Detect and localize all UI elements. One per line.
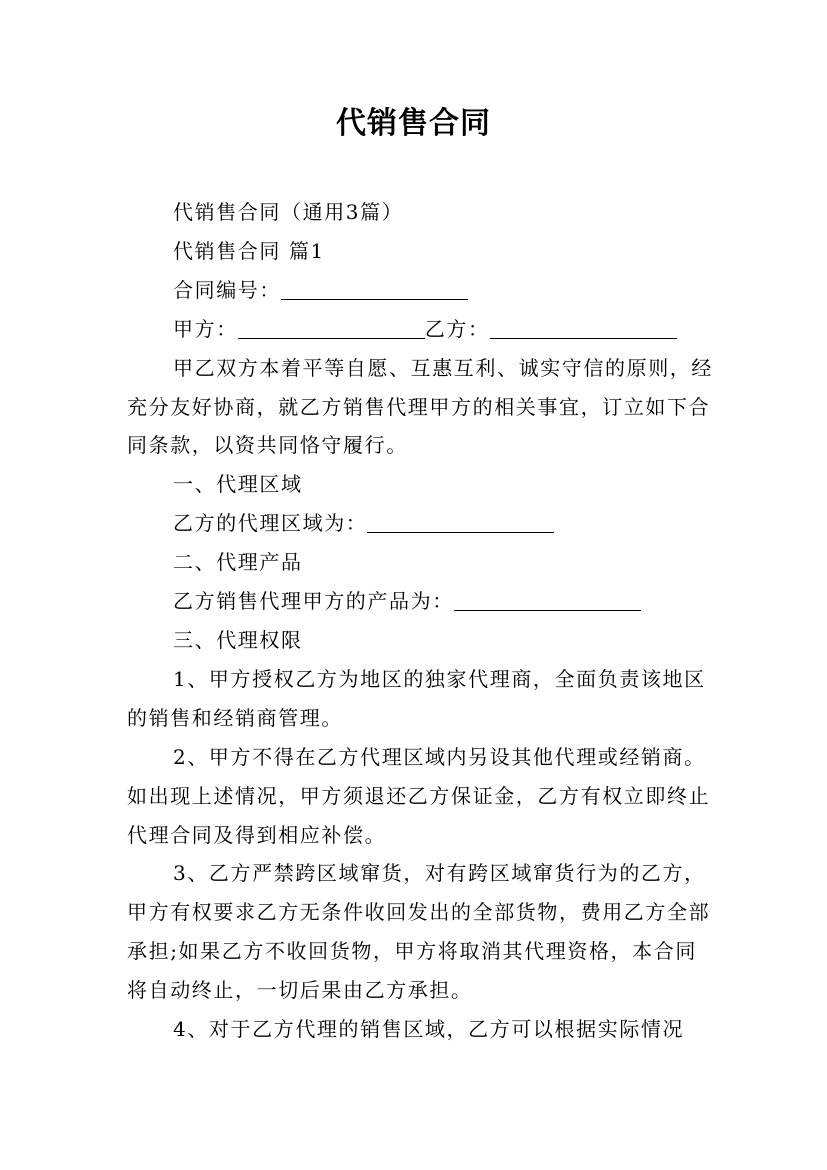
- region-line: [127, 504, 717, 543]
- clause-1: 1、甲方授权乙方为地区的独家代理商，全面负责该地区的销售和经销商管理。: [127, 666, 706, 730]
- party-a-label: 甲方：: [173, 316, 238, 341]
- contract-number-label: 合同编号：: [173, 277, 281, 302]
- document-title: 代销售合同: [336, 106, 491, 141]
- region-blank: [367, 512, 554, 533]
- party-b-blank: [490, 318, 677, 339]
- parties-line: [127, 310, 717, 349]
- part-heading: 代销售合同 篇1: [173, 238, 325, 263]
- section-heading-region: 一、代理区域: [173, 472, 303, 497]
- product-label: 乙方销售代理甲方的产品为：: [173, 589, 454, 614]
- region-label: 乙方的代理区域为：: [173, 511, 368, 536]
- product-blank: [454, 590, 641, 611]
- clause-4: 4、对于乙方代理的销售区域，乙方可以根据实际情况: [173, 1017, 685, 1042]
- section-heading-authority: 三、代理权限: [173, 627, 303, 652]
- clause-3: 3、乙方严禁跨区域窜货，对有跨区域窜货行为的乙方，甲方有权要求乙方无条件收回发出的全部货物，费用乙方全部承担;如果乙方不收回货物，甲方将取消其代理资格，本合同将自动终止，一切后果由乙方承担。: [127, 861, 711, 1003]
- contract-number-blank: [281, 279, 468, 300]
- party-a-blank: [238, 318, 425, 339]
- subtitle-line: 代销售合同（通用3篇）: [173, 200, 404, 224]
- contract-number-line: [127, 271, 717, 310]
- intro-paragraph: 甲乙双方本着平等自愿、互惠互利、诚实守信的原则，经充分友好协商，就乙方销售代理甲方的相关事宜，订立如下合同条款，以资共同恪守履行。: [127, 355, 713, 458]
- document-body: [127, 193, 717, 1049]
- party-b-label: 乙方：: [424, 316, 490, 341]
- section-heading-product: 二、代理产品: [173, 550, 303, 575]
- product-line: [127, 582, 717, 621]
- clause-2: 2、甲方不得在乙方代理区域内另设其他代理或经销商。如出现上述情况，甲方须退还乙方保证金，乙方有权立即终止代理合同及得到相应补偿。: [127, 744, 711, 847]
